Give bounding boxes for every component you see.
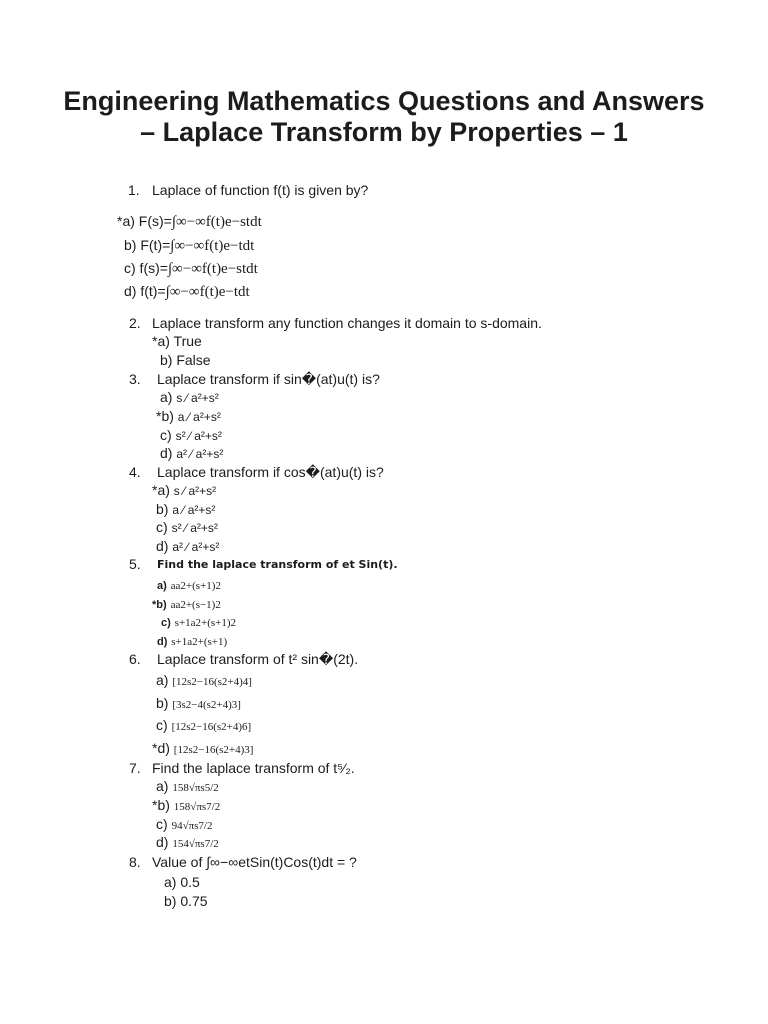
q3-option-c-label: c) — [160, 427, 172, 443]
q1-option-d — [124, 282, 250, 301]
q5-number: 5. — [129, 556, 141, 572]
q3-option-a-label: a) — [160, 389, 173, 405]
q4-option-d-label: d) — [156, 538, 169, 554]
q1-option-a — [117, 212, 262, 231]
q6-option-c-label: c) — [156, 717, 168, 733]
q3-option-d — [160, 444, 223, 463]
q7-option-b-label: *b) — [152, 797, 170, 813]
q6-option-b-label: b) — [156, 695, 169, 711]
q4-option-a-expr: s ⁄ a²+s² — [173, 484, 217, 498]
q5-option-d — [157, 631, 227, 651]
q5-option-b — [152, 594, 221, 614]
page-title: Engineering Mathematics Questions and Answers – Laplace Transform by Properties – 1 — [63, 86, 705, 147]
q7-option-a-expr: 158√πs5/2 — [172, 782, 219, 794]
q4-option-d-expr: a² ⁄ a²+s² — [172, 540, 220, 554]
q5-option-a — [157, 575, 221, 595]
q1-option-a-label: *a) F(s)= — [117, 213, 172, 229]
q8-option-a: a) 0.5 — [164, 874, 200, 890]
q1-text: Laplace of function f(t) is given by? — [152, 182, 369, 198]
q6-option-b-expr: [3s2−4(s2+4)3] — [172, 699, 241, 711]
q5-option-b-label: *b) — [152, 599, 167, 611]
q6-option-b — [156, 694, 241, 714]
q3-option-d-label: d) — [160, 445, 173, 461]
q3-number: 3. — [129, 371, 141, 387]
q6-option-a — [156, 671, 252, 691]
q1-number: 1. — [128, 182, 140, 198]
q4-option-b-expr: a ⁄ a²+s² — [172, 503, 216, 517]
q4-option-d — [156, 537, 219, 556]
q4-option-c-expr: s² ⁄ a²+s² — [171, 521, 218, 535]
q7-option-b-expr: 158√πs7/2 — [173, 801, 221, 813]
q4-number: 4. — [129, 464, 141, 480]
q3-option-a-expr: s ⁄ a²+s² — [176, 391, 219, 405]
q7-option-c-expr: 94√πs7/2 — [171, 820, 213, 832]
q4-option-c-label: c) — [156, 519, 168, 535]
q1-option-a-expr: ∫∞−∞f(t)e−stdt — [171, 214, 262, 230]
q4-option-b — [156, 500, 215, 519]
q6-option-c — [156, 716, 251, 736]
q5-option-c-label: c) — [161, 617, 171, 629]
q3-option-a — [160, 388, 219, 407]
q6-option-c-expr: [12s2−16(s2+4)6] — [171, 721, 252, 733]
q2-option-a: *a) True — [152, 333, 202, 349]
q5-option-c-expr: s+1a2+(s+1)2 — [174, 617, 237, 629]
q8-text: Value of ∫∞−∞etSin(t)Cos(t)dt = ? — [152, 854, 357, 870]
q1-option-d-label: d) f(t)= — [124, 283, 166, 299]
q1-option-c-expr: ∫∞−∞f(t)e−stdt — [167, 261, 258, 277]
q6-text: Laplace transform of t² sin�(2t). — [157, 651, 359, 667]
q3-option-b-expr: a ⁄ a²+s² — [177, 410, 221, 424]
q6-option-d — [152, 739, 253, 759]
q6-number: 6. — [129, 651, 141, 667]
q3-text: Laplace transform if sin�(at)u(t) is? — [157, 371, 380, 387]
q1-option-b-label: b) F(t)= — [124, 237, 171, 253]
q5-option-a-expr: aa2+(s+1)2 — [170, 580, 221, 592]
q1-option-b — [124, 236, 254, 255]
q6-option-a-label: a) — [156, 672, 169, 688]
q6-option-d-label: *d) — [152, 740, 170, 756]
q5-option-d-expr: s+1a2+(s+1) — [171, 636, 228, 648]
q4-option-c — [156, 518, 218, 537]
q7-option-b — [152, 796, 220, 816]
q5-option-b-expr: aa2+(s−1)2 — [170, 599, 221, 611]
q5-option-a-label: a) — [157, 580, 167, 592]
q3-option-c — [160, 426, 222, 445]
q7-option-a — [156, 777, 219, 797]
q4-option-a-label: *a) — [152, 482, 170, 498]
q7-option-c — [156, 815, 213, 835]
q1-option-c — [124, 259, 258, 278]
q7-text: Find the laplace transform of t⁵⁄₂. — [152, 760, 355, 776]
q3-option-b-label: *b) — [156, 408, 174, 424]
q8-option-b: b) 0.75 — [164, 893, 208, 909]
q5-text: Find the laplace transform of et Sin(t). — [157, 558, 398, 571]
q7-option-c-label: c) — [156, 816, 168, 832]
q6-option-d-expr: [12s2−16(s2+4)3] — [173, 744, 254, 756]
q7-number: 7. — [129, 760, 141, 776]
q4-option-b-label: b) — [156, 501, 169, 517]
q5-option-c — [161, 612, 236, 632]
q3-option-b — [156, 407, 221, 426]
q2-option-b: b) False — [160, 352, 211, 368]
q4-option-a — [152, 481, 216, 500]
q2-number: 2. — [129, 315, 141, 331]
q1-option-d-expr: ∫∞−∞f(t)e−tdt — [165, 284, 250, 300]
q7-option-d-expr: 154√πs7/2 — [172, 838, 219, 850]
q3-option-c-expr: s² ⁄ a²+s² — [175, 429, 222, 443]
q8-number: 8. — [129, 854, 141, 870]
q1-option-c-label: c) f(s)= — [124, 260, 168, 276]
q7-option-d — [156, 833, 219, 853]
q5-option-d-label: d) — [157, 636, 168, 648]
q1-option-b-expr: ∫∞−∞f(t)e−tdt — [170, 238, 255, 254]
q7-option-a-label: a) — [156, 778, 169, 794]
q2-text: Laplace transform any function changes it domain to s-domain. — [152, 315, 542, 331]
q4-text: Laplace transform if cos�(at)u(t) is? — [157, 464, 384, 480]
q6-option-a-expr: [12s2−16(s2+4)4] — [172, 676, 252, 688]
q7-option-d-label: d) — [156, 834, 169, 850]
q3-option-d-expr: a² ⁄ a²+s² — [176, 447, 224, 461]
